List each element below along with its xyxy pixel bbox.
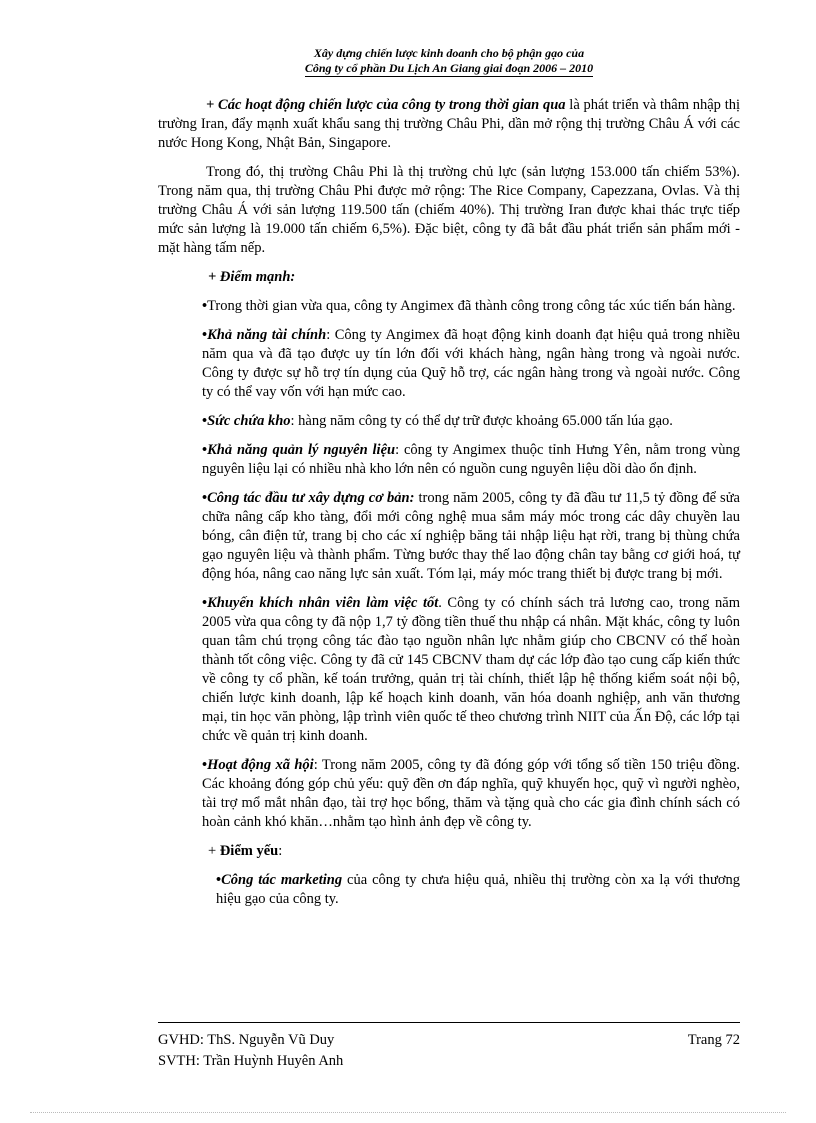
footer-line-1 — [158, 1031, 740, 1050]
weakness-text: của công ty chưa hiệu quả, nhiều thị trường còn xa lạ với thương hiệu gạo của công ty. — [216, 872, 740, 907]
page-number: Trang 72 — [687, 1032, 740, 1048]
strength-text: . Công ty có chính sách trả lương cao, trong năm 2005 vừa qua công ty đã nộp 1,7 tỷ đồng tiền thuế thu nhập cá nhân. Mặt khác, công ty luôn quan tâm chú trọng công tác đào tạo nguồn nhân lực nhằm giúp cho CBCNV có thể hoàn thành tốt công việc. Công ty đã cử 145 CBCNV tham dự các lớp đào tạo cung cấp kiến thức về công ty cổ phần, kế toán trưởng, quản trị tài chính, thiết lập hệ thống kiểm soát nội bộ, chiến lược kinh doanh, lập kế hoạch kinh doanh, văn hóa doanh nghiệp, anh văn thương mại, tin học văn phòng, lập trình viên quốc tế theo chương trình NIIT của Ấn Độ, các lớp tại chức về quản trị kinh doanh. — [202, 595, 741, 744]
bullet-icon: • — [202, 413, 208, 429]
strength-item-1 — [202, 297, 740, 316]
strength-lead: Khuyến khích nhân viên làm việc tốt — [207, 595, 439, 611]
strengths-heading: + Điểm mạnh: — [208, 269, 296, 285]
weakness-plus: + — [208, 843, 220, 859]
footer-student: SVTH: Trần Huỳnh Huyên Anh — [158, 1053, 344, 1069]
strength-text: : hàng năm công ty có thể dự trữ được khoảng 65.000 tấn lúa gạo. — [290, 413, 673, 429]
strategy-text: là phát triển và thâm nhập thị trường Iran, đẩy mạnh xuất khẩu sang thị trường Châu Phi, dần mở rộng thị trường Châu Á với các nước Hong Kong, Nhật Bản, Singapore. — [158, 97, 740, 151]
strength-lead: Khả năng tài chính — [207, 327, 327, 343]
bullet-icon: • — [202, 442, 208, 458]
weakness-colon: : — [278, 843, 283, 859]
footer-line-2 — [158, 1052, 740, 1071]
weakness-item-1 — [216, 871, 740, 909]
bullet-icon: • — [202, 327, 208, 343]
strength-item-7 — [202, 756, 740, 832]
market-paragraph: Trong đó, thị trường Châu Phi là thị trường chủ lực (sản lượng 153.000 tấn chiếm 53%). Trong năm qua, thị trường Châu Phi được mở rộng: The Rice Company, Capezzana, Ovlas. Và thị trường Châu Á với sản lượng 119.500 tấn (chiếm 40%). Thị trường Iran được khai thác trực tiếp mức sản lượng là 19.000 tấn chiếm 6,5%). Đặc biệt, công ty đã bắt đầu phát triển sản phẩm mới - mặt hàng tấm nếp. — [158, 164, 740, 256]
bullet-icon: • — [202, 595, 208, 611]
strength-text: : Công ty Angimex đã hoạt động kinh doanh đạt hiệu quả trong nhiều năm qua và đã tạo được uy tín lớn đối với khách hàng, ngân hàng trong và ngoài nước. Công ty được sự hỗ trợ tín dụng của Quỹ hỗ trợ, các ngân hàng trong và ngoài nước. Công ty có thể vay vốn với hạn mức cao. — [202, 327, 740, 400]
bullet-icon: • — [202, 490, 208, 506]
page-header — [158, 46, 740, 77]
strength-text: Trong thời gian vừa qua, công ty Angimex đã thành công trong công tác xúc tiến bán hàng. — [207, 298, 736, 314]
header-line-2: Công ty cổ phần Du Lịch An Giang giai đoạn 2006 – 2010 — [304, 61, 594, 75]
strength-lead: Khả năng quản lý nguyên liệu — [207, 442, 396, 458]
bullet-icon: • — [202, 298, 208, 314]
strength-item-6 — [202, 594, 740, 746]
bullet-icon: • — [216, 872, 222, 888]
strength-text: : Trong năm 2005, công ty đã đóng góp với tổng số tiền 150 triệu đồng. Các khoảng đóng góp chủ yếu: quỹ đền ơn đáp nghĩa, quỹ khuyến học, quỹ vì người nghèo, tài trợ mổ mắt nhân đạo, tài trợ học bổng, thăm và tặng quà cho các gia đình chính sách có hoàn cảnh khó khăn…nhằm tạo hình ảnh đẹp về công ty. — [202, 757, 740, 830]
strength-text: trong năm 2005, công ty đã đầu tư 11,5 tỷ đồng để sửa chữa nâng cấp kho tàng, đổi mới công nghệ mua sắm máy móc trong các dây chuyền lau bóng, cân điện tử, trang bị cho các xí nghiệp băng tải nhập liệu hạt rời, trang bị thùng chứa gạo nguyên liệu và thành phẩm. Từng bước thay thế lao động chân tay bằng cơ giới hoá, tự động hóa, nâng cao năng lực sản xuất. Tóm lại, máy móc trang thiết bị được trang bị mới. — [202, 490, 740, 582]
strength-lead: Sức chứa kho — [207, 413, 291, 429]
page-bottom-divider — [30, 1112, 786, 1113]
weakness-heading — [208, 842, 740, 861]
footer-divider — [158, 1022, 740, 1023]
strength-item-2 — [202, 326, 740, 402]
header-line-1: Xây dựng chiến lược kinh doanh cho bộ phận gạo của — [313, 46, 585, 60]
strength-lead: Công tác đầu tư xây dựng cơ bản: — [207, 490, 415, 506]
strategy-lead: + Các hoạt động chiến lược của công ty trong thời gian qua — [206, 97, 566, 113]
bullet-icon: • — [202, 757, 208, 773]
weakness-label: Điểm yếu — [219, 843, 279, 859]
weakness-lead: Công tác marketing — [221, 872, 343, 888]
body-content — [158, 96, 740, 909]
strategy-paragraph — [158, 96, 740, 153]
strength-item-5 — [202, 489, 740, 584]
strength-item-4 — [202, 441, 740, 479]
footer-advisor: GVHD: ThS. Nguyễn Vũ Duy — [158, 1032, 335, 1048]
strength-lead: Hoạt động xã hội — [207, 757, 314, 773]
strength-item-3 — [202, 412, 740, 431]
strength-text: : công ty Angimex thuộc tỉnh Hưng Yên, nằm trong vùng nguyên liệu lại có nhiều nhà kho lớn nên có nguồn cung nguyên liệu dồi dào ổn định. — [202, 442, 740, 477]
